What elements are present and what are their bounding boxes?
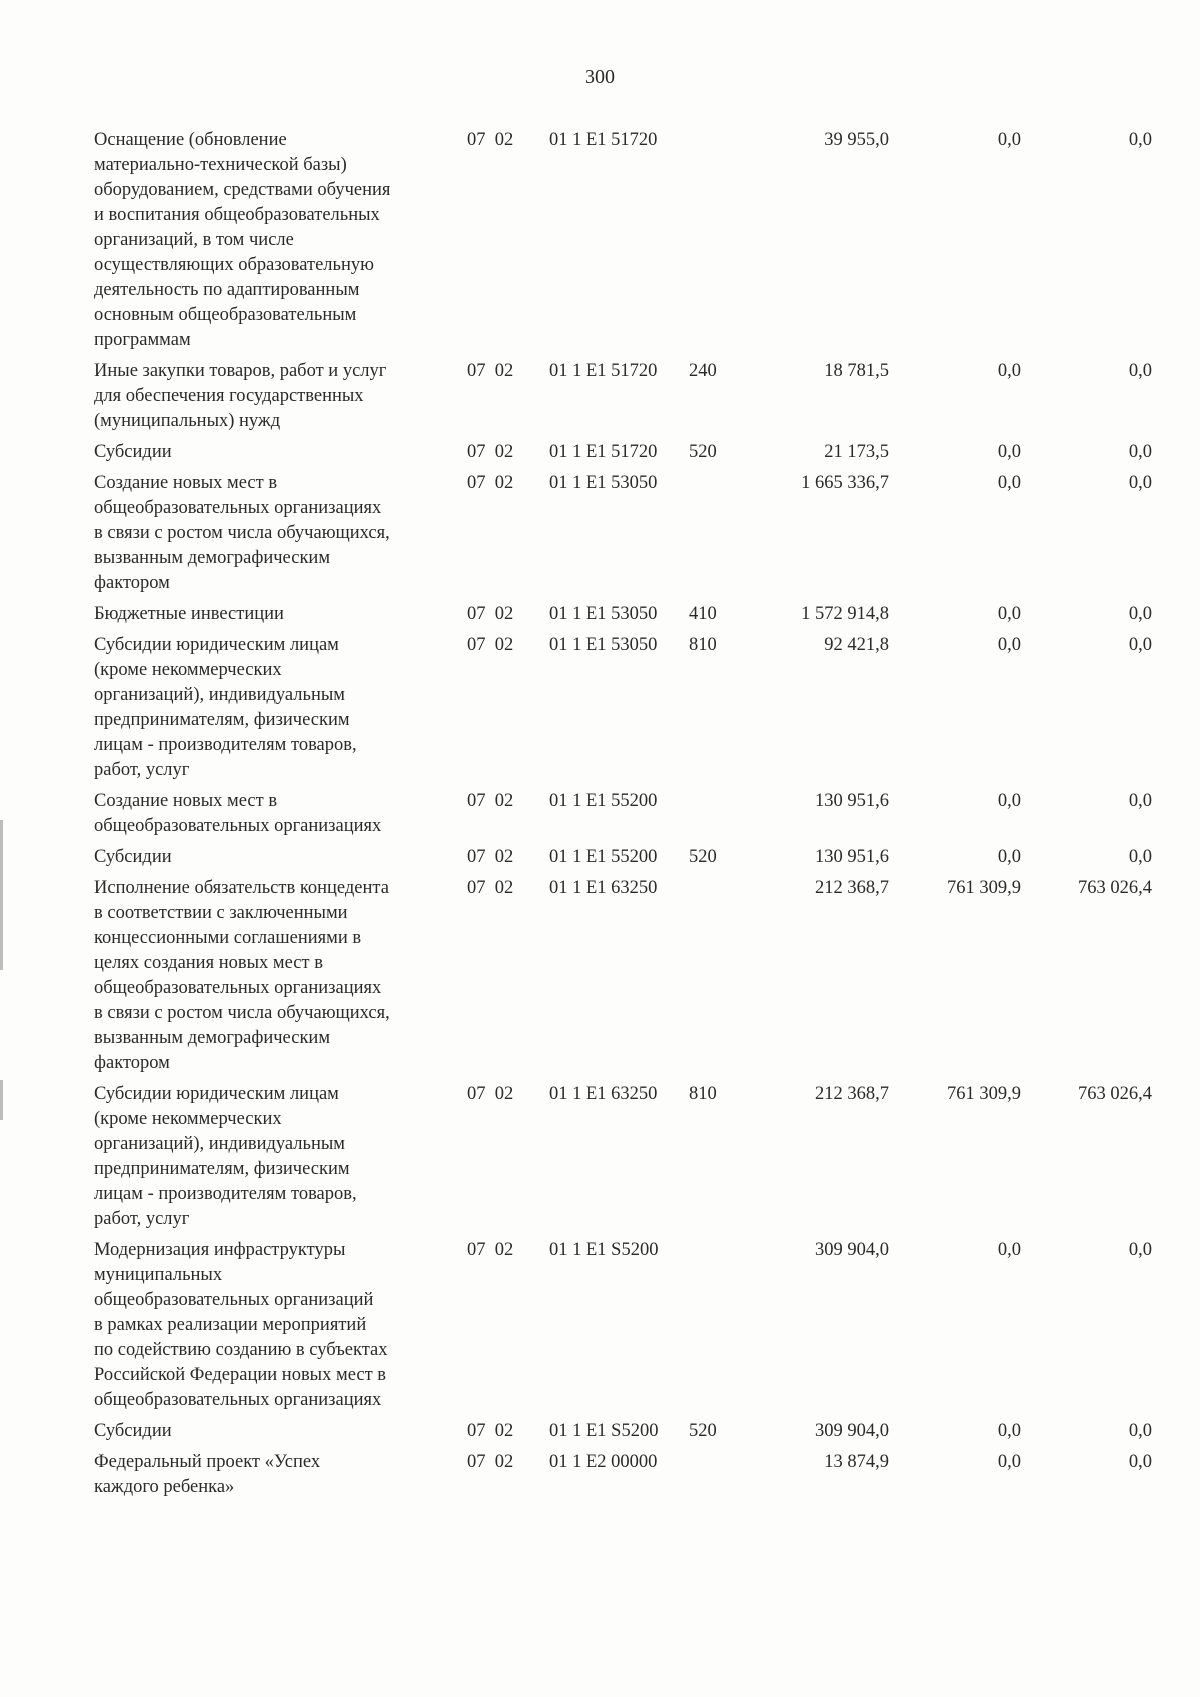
row-amount-year1: 92 421,8 [824, 635, 889, 655]
row-amount-year1: 39 955,0 [824, 130, 889, 150]
row-section: 07 02 [467, 442, 514, 462]
row-amount-year2: 0,0 [997, 847, 1021, 867]
row-amount-year2: 0,0 [997, 635, 1021, 655]
table-row [94, 128, 1174, 353]
budget-table [94, 128, 1174, 1506]
row-amount-year3: 0,0 [1128, 604, 1152, 624]
row-name: Бюджетные инвестиции [94, 604, 284, 624]
row-target-code: 01 1 E1 S5200 [549, 1421, 659, 1441]
row-amount-year1: 18 781,5 [824, 361, 889, 381]
row-name: Субсидии юридическим лицам (кроме некоммерческих организаций), индивидуальным предпринимателям, физическим лицам - производителям товаров, работ, услуг [94, 635, 357, 780]
row-target-code: 01 1 E1 53050 [549, 604, 658, 624]
row-amount-year2: 0,0 [997, 1421, 1021, 1441]
row-expense-type: 810 [689, 635, 717, 655]
row-section: 07 02 [467, 473, 514, 493]
row-target-code: 01 1 E1 63250 [549, 878, 658, 898]
row-amount-year3: 0,0 [1128, 361, 1152, 381]
table-row [94, 1450, 1174, 1500]
table-row [94, 359, 1174, 434]
row-amount-year2: 0,0 [997, 1452, 1021, 1472]
row-target-code: 01 1 E1 51720 [549, 442, 658, 462]
row-target-code: 01 1 E1 63250 [549, 1084, 658, 1104]
table-row [94, 876, 1174, 1076]
row-target-code: 01 1 E1 55200 [549, 847, 658, 867]
row-amount-year2: 761 309,9 [947, 1084, 1021, 1104]
row-expense-type: 240 [689, 361, 717, 381]
table-row [94, 602, 1174, 627]
row-amount-year3: 0,0 [1128, 1421, 1152, 1441]
row-name: Субсидии [94, 442, 172, 462]
row-amount-year3: 0,0 [1128, 1452, 1152, 1472]
row-amount-year1: 130 951,6 [815, 791, 889, 811]
row-target-code: 01 1 E1 53050 [549, 473, 658, 493]
row-name: Создание новых мест в общеобразовательных организациях в связи с ростом числа обучающихся, вызванным демографическим фактором [94, 473, 390, 593]
row-amount-year1: 309 904,0 [815, 1240, 889, 1260]
row-target-code: 01 1 E1 51720 [549, 130, 658, 150]
row-section: 07 02 [467, 1452, 514, 1472]
row-name: Федеральный проект «Успех каждого ребенка» [94, 1452, 321, 1497]
row-amount-year2: 0,0 [997, 361, 1021, 381]
row-name: Создание новых мест в общеобразовательных организациях [94, 791, 382, 836]
row-amount-year1: 212 368,7 [815, 1084, 889, 1104]
row-amount-year2: 0,0 [997, 604, 1021, 624]
table-row [94, 789, 1174, 839]
row-amount-year1: 13 874,9 [824, 1452, 889, 1472]
row-expense-type: 520 [689, 847, 717, 867]
table-row [94, 1238, 1174, 1413]
scan-edge-mark [0, 820, 3, 970]
row-amount-year3: 763 026,4 [1078, 1084, 1152, 1104]
row-amount-year2: 0,0 [997, 473, 1021, 493]
row-expense-type: 520 [689, 1421, 717, 1441]
row-section: 07 02 [467, 1084, 514, 1104]
row-name: Иные закупки товаров, работ и услуг для обеспечения государственных (муниципальных) нужд [94, 361, 387, 431]
row-amount-year3: 0,0 [1128, 635, 1152, 655]
row-amount-year2: 0,0 [997, 791, 1021, 811]
table-row [94, 633, 1174, 783]
table-row [94, 471, 1174, 596]
row-section: 07 02 [467, 1421, 514, 1441]
table-row [94, 845, 1174, 870]
row-amount-year1: 309 904,0 [815, 1421, 889, 1441]
row-section: 07 02 [467, 1240, 514, 1260]
row-amount-year3: 763 026,4 [1078, 878, 1152, 898]
row-amount-year3: 0,0 [1128, 1240, 1152, 1260]
row-name: Оснащение (обновление материально-технической базы) оборудованием, средствами обучения и воспитания общеобразовательных организаций, в том числе осуществляющих образовательную деятельность по адаптированным основным общеобразовательным программам [94, 130, 391, 350]
row-target-code: 01 1 E1 S5200 [549, 1240, 659, 1260]
row-amount-year1: 1 665 336,7 [801, 473, 889, 493]
table-row [94, 440, 1174, 465]
row-name: Субсидии [94, 1421, 172, 1441]
row-amount-year1: 130 951,6 [815, 847, 889, 867]
row-section: 07 02 [467, 361, 514, 381]
page-number: 300 [585, 66, 615, 88]
row-amount-year3: 0,0 [1128, 791, 1152, 811]
row-amount-year3: 0,0 [1128, 130, 1152, 150]
row-amount-year2: 761 309,9 [947, 878, 1021, 898]
row-target-code: 01 1 E1 53050 [549, 635, 658, 655]
row-expense-type: 410 [689, 604, 717, 624]
row-expense-type: 520 [689, 442, 717, 462]
table-row [94, 1419, 1174, 1444]
row-amount-year1: 1 572 914,8 [801, 604, 889, 624]
row-name: Модернизация инфраструктуры муниципальных общеобразовательных организаций в рамках реализации мероприятий по содействию созданию в субъектах Российской Федерации новых мест в общеобразовательных организациях [94, 1240, 388, 1410]
row-expense-type: 810 [689, 1084, 717, 1104]
row-name: Субсидии [94, 847, 172, 867]
table-row [94, 1082, 1174, 1232]
scan-edge-mark [0, 1080, 3, 1120]
row-target-code: 01 1 E1 51720 [549, 361, 658, 381]
row-amount-year2: 0,0 [997, 1240, 1021, 1260]
row-amount-year3: 0,0 [1128, 473, 1152, 493]
row-name: Исполнение обязательств концедента в соответствии с заключенными концессионными соглашениями в целях создания новых мест в общеобразовательных организациях в связи с ростом числа обучающихся, вызванным демографическим фактором [94, 878, 390, 1073]
row-section: 07 02 [467, 635, 514, 655]
row-section: 07 02 [467, 791, 514, 811]
row-section: 07 02 [467, 130, 514, 150]
row-target-code: 01 1 E1 55200 [549, 791, 658, 811]
row-amount-year2: 0,0 [997, 442, 1021, 462]
row-amount-year2: 0,0 [997, 130, 1021, 150]
row-amount-year3: 0,0 [1128, 442, 1152, 462]
row-amount-year1: 212 368,7 [815, 878, 889, 898]
row-section: 07 02 [467, 878, 514, 898]
row-target-code: 01 1 E2 00000 [549, 1452, 658, 1472]
row-amount-year3: 0,0 [1128, 847, 1152, 867]
row-name: Субсидии юридическим лицам (кроме некоммерческих организаций), индивидуальным предпринимателям, физическим лицам - производителям товаров, работ, услуг [94, 1084, 357, 1229]
row-section: 07 02 [467, 847, 514, 867]
row-section: 07 02 [467, 604, 514, 624]
row-amount-year1: 21 173,5 [824, 442, 889, 462]
